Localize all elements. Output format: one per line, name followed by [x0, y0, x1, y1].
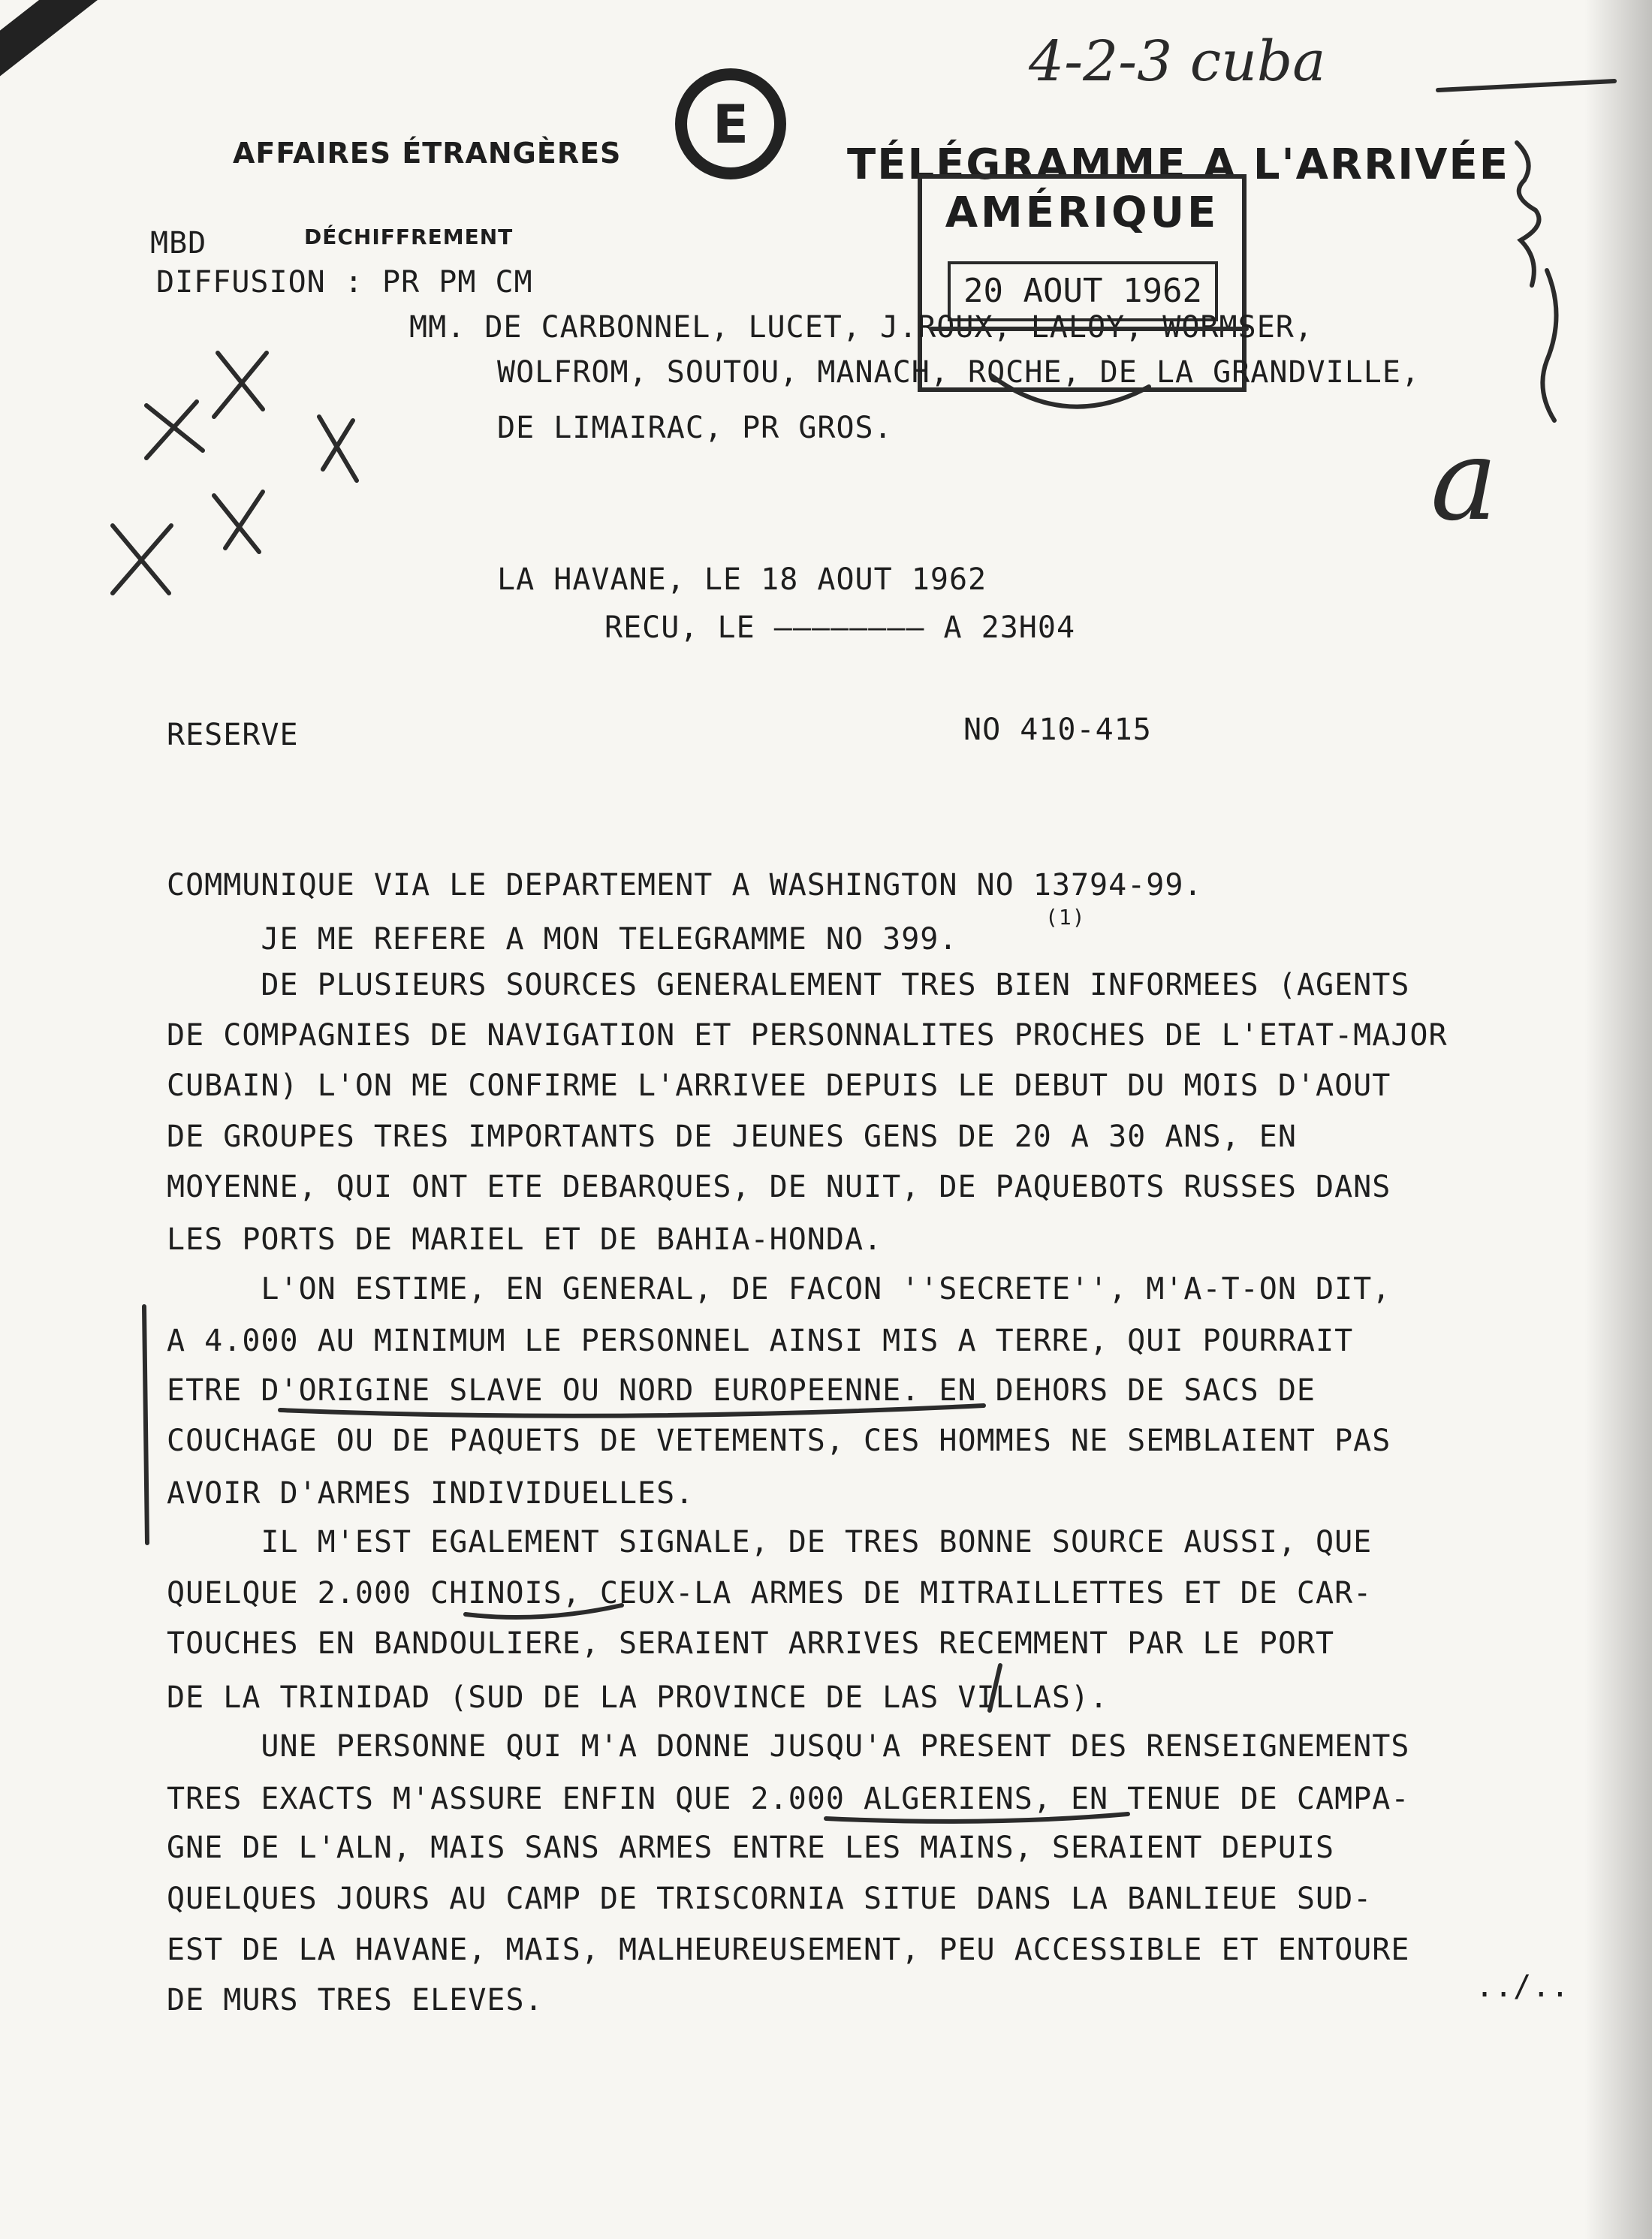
classification: RESERVE	[167, 718, 299, 752]
body-line: DE PLUSIEURS SOURCES GENERALEMENT TRES BIEN INFORMEES (AGENTS	[167, 968, 1410, 1002]
body-line: COUCHAGE OU DE PAQUETS DE VETEMENTS, CES HOMMES NE SEMBLAIENT PAS	[167, 1424, 1391, 1458]
body-line: UNE PERSONNE QUI M'A DONNE JUSQU'A PRESENT DES RENSEIGNEMENTS	[167, 1729, 1410, 1764]
pen-underline	[826, 1814, 1128, 1822]
department-label: DÉCHIFFREMENT	[304, 225, 514, 249]
body-line: LES PORTS DE MARIEL ET DE BAHIA-HONDA.	[167, 1222, 883, 1257]
telegram-type-heading: TÉLÉGRAMME A L'ARRIVÉE	[847, 140, 1509, 189]
diffusion-line: DIFFUSION : PR PM CM	[156, 265, 533, 300]
pen-slash	[990, 1665, 1000, 1710]
distribution-line-2: WOLFROM, SOUTOU, MANACH, ROCHE, DE LA GRANDVILLE,	[497, 355, 1421, 390]
body-line: IL M'EST EGALEMENT SIGNALE, DE TRES BONNE SOURCE AUSSI, QUE	[167, 1525, 1373, 1559]
body-line: TOUCHES EN BANDOULIERE, SERAIENT ARRIVES RECEMMENT PAR LE PORT	[167, 1626, 1335, 1661]
pen-underline	[466, 1605, 622, 1617]
pen-scribble	[1542, 270, 1556, 420]
handwritten-initial: a	[1430, 415, 1498, 546]
distribution-line-1: MM. DE CARBONNEL, LUCET, J.ROUX, LALOY, WORMSER,	[409, 310, 1313, 345]
handwritten-file-ref: 4-2-3 cuba	[1029, 29, 1326, 94]
pen-cross	[214, 353, 267, 417]
body-line: DE MURS TRES ELEVES.	[167, 1983, 544, 2018]
body-line: L'ON ESTIME, EN GENERAL, DE FACON ''SECRETE'', M'A-T-ON DIT,	[167, 1272, 1391, 1306]
stamp-date: 20 AOUT 1962	[948, 261, 1218, 321]
received-time: RECU, LE ———————— A 23H04	[604, 610, 1076, 645]
pen-cross	[113, 526, 171, 593]
body-line: EST DE LA HAVANE, MAIS, MALHEUREUSEMENT, PEU ACCESSIBLE ET ENTOURE	[167, 1933, 1410, 1967]
body-line: GNE DE L'ALN, MAIS SANS ARMES ENTRE LES MAINS, SERAIENT DEPUIS	[167, 1831, 1335, 1865]
office-code: MBD	[150, 226, 207, 261]
ministry-heading: AFFAIRES ÉTRANGÈRES	[233, 137, 622, 170]
pen-cross	[146, 402, 203, 458]
distribution-line-3: DE LIMAIRAC, PR GROS.	[497, 411, 893, 445]
body-line: DE LA TRINIDAD (SUD DE LA PROVINCE DE LAS VILLAS).	[167, 1680, 1109, 1715]
body-line: A 4.000 AU MINIMUM LE PERSONNEL AINSI MIS A TERRE, QUI POURRAIT	[167, 1324, 1354, 1358]
pen-margin-bar	[144, 1306, 147, 1543]
body-line: DE GROUPES TRES IMPORTANTS DE JEUNES GENS DE 20 A 30 ANS, EN	[167, 1120, 1297, 1154]
body-line: COMMUNIQUE VIA LE DEPARTEMENT A WASHINGTON NO 13794-99.	[167, 868, 1203, 903]
body-line: AVOIR D'ARMES INDIVIDUELLES.	[167, 1476, 695, 1511]
pen-cross	[319, 417, 357, 481]
body-line: ETRE D'ORIGINE SLAVE OU NORD EUROPEENNE. EN DEHORS DE SACS DE	[167, 1373, 1316, 1408]
pen-curve	[991, 375, 1149, 407]
place-date: LA HAVANE, LE 18 AOUT 1962	[497, 562, 987, 597]
pen-cross	[214, 492, 263, 552]
body-line: TRES EXACTS M'ASSURE ENFIN QUE 2.000 ALGERIENS, EN TENUE DE CAMPA-	[167, 1782, 1410, 1816]
body-line: QUELQUE 2.000 CHINOIS, CEUX-LA ARMES DE MITRAILLETTES ET DE CAR-	[167, 1576, 1373, 1611]
body-line: DE COMPAGNIES DE NAVIGATION ET PERSONNALITES PROCHES DE L'ETAT-MAJOR	[167, 1018, 1448, 1053]
continuation-mark: ../..	[1476, 1969, 1570, 2004]
svg-text:E: E	[713, 94, 749, 155]
pen-underline	[280, 1406, 984, 1416]
pen-scribble	[1517, 143, 1539, 285]
body-line: JE ME REFERE A MON TELEGRAMME NO 399.	[167, 922, 958, 957]
footnote-marker: (1)	[1045, 905, 1086, 930]
body-line: MOYENNE, QUI ONT ETE DEBARQUES, DE NUIT, DE PAQUEBOTS RUSSES DANS	[167, 1170, 1391, 1204]
stamp-region: AMÉRIQUE	[945, 188, 1219, 237]
telegram-number: NO 410-415	[963, 713, 1152, 747]
body-line: QUELQUES JOURS AU CAMP DE TRISCORNIA SITUE DANS LA BANLIEUE SUD-	[167, 1882, 1373, 1916]
pen-line	[1438, 81, 1614, 90]
body-line: CUBAIN) L'ON ME CONFIRME L'ARRIVEE DEPUIS LE DEBUT DU MOIS D'AOUT	[167, 1068, 1391, 1103]
